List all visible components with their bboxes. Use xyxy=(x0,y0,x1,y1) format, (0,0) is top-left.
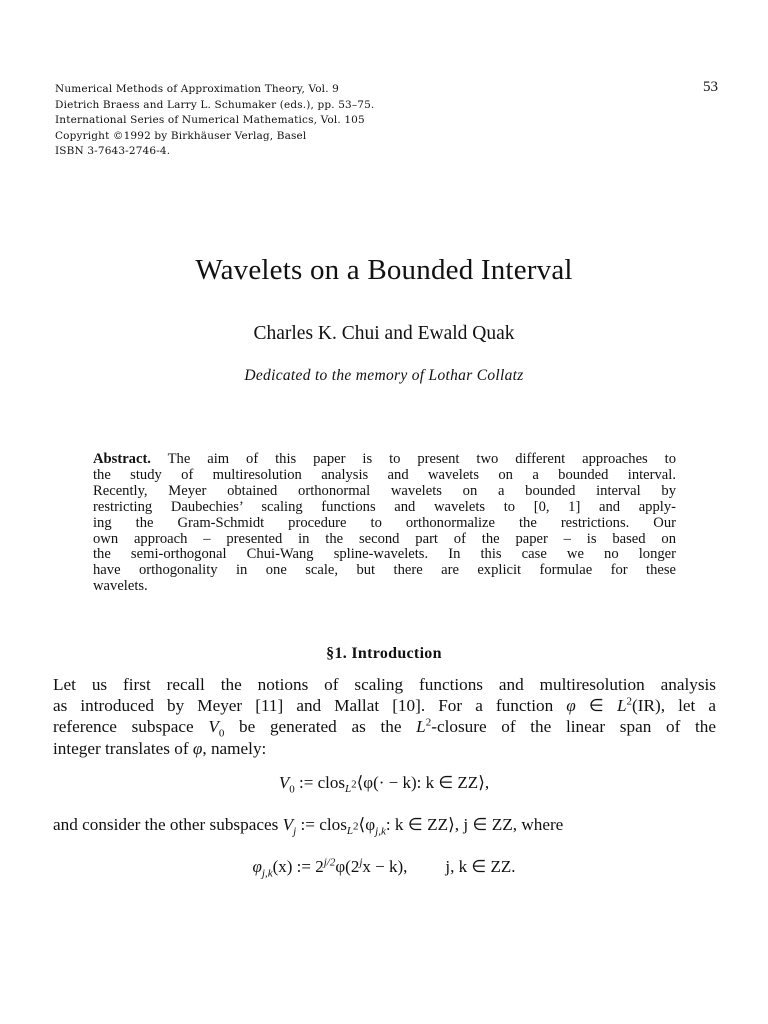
body-line xyxy=(53,815,716,838)
body-text-fragment: integer translates of xyxy=(53,738,193,758)
body-paragraph xyxy=(53,674,716,759)
math-text: φ(2 xyxy=(335,857,360,876)
math-superscript: 2 xyxy=(353,820,359,833)
math-symbol: φ xyxy=(252,857,262,876)
math-superscript: 2 xyxy=(626,695,633,708)
math-subscript xyxy=(346,820,359,838)
math-text: j, k ∈ ZZ. xyxy=(445,857,516,876)
math-text: : k ∈ ZZ⟩, j ∈ ZZ xyxy=(385,815,513,834)
math-symbol: V xyxy=(208,717,219,737)
math-superscript: 2 xyxy=(351,778,357,791)
math-symbol: L xyxy=(346,825,354,838)
body-text-fragment: be generated as the xyxy=(224,717,417,737)
display-equation xyxy=(0,773,768,796)
math-text: := clos xyxy=(296,815,347,834)
abstract-line xyxy=(93,452,676,468)
math-symbol: V xyxy=(282,815,294,834)
math-subscript xyxy=(345,778,357,796)
math-symbol: j,k xyxy=(375,825,386,838)
math-text: x − k), xyxy=(362,857,408,876)
display-equation xyxy=(0,856,768,880)
math-subscript: 0 xyxy=(218,727,225,740)
body-text-fragment: ), let a xyxy=(654,696,716,716)
abstract-text: The aim of this paper is to present two different approaches to xyxy=(167,451,676,467)
section-heading: §1. Introduction xyxy=(326,645,442,662)
abstract-line: own approach – presented in the second part of the paper – is based on xyxy=(93,530,676,547)
body-line xyxy=(53,716,716,740)
math-symbol: j xyxy=(359,856,363,869)
math-text: ⟨φ(· − k): k ∈ ZZ⟩, xyxy=(356,773,490,792)
paper-title: Wavelets on a Bounded Interval xyxy=(195,254,573,286)
series-line: Dietrich Braess and Larry L. Schumaker (eds.), pp. 53–75. xyxy=(55,98,375,111)
body-text-fragment: as introduced by Meyer [11] and Mallat [10]. For a function xyxy=(53,696,567,716)
math-subscript xyxy=(375,825,386,837)
math-symbol: φ xyxy=(566,696,576,716)
body-text-fragment: reference subspace xyxy=(53,717,209,737)
dedication: Dedicated to the memory of Lothar Collatz xyxy=(244,367,524,384)
abstract-line: the semi-orthogonal Chui-Wang spline-wavelets. In this case we no longer xyxy=(93,546,676,563)
abstract-line: the study of multiresolution analysis and wavelets on a bounded interval. xyxy=(93,466,676,483)
math-symbol: j xyxy=(293,825,297,838)
series-line: Copyright ©1992 by Birkhäuser Verlag, Basel xyxy=(55,129,307,142)
math-subscript: 0 xyxy=(289,783,295,796)
math-symbol: L xyxy=(416,717,426,737)
math-symbol: L xyxy=(345,783,352,796)
math-symbol: V xyxy=(278,773,290,792)
math-superscript xyxy=(324,856,336,868)
abstract-line: have orthogonality in one scale, but there are explicit formulae for these xyxy=(93,562,676,579)
math-text: ⟨φ xyxy=(358,815,376,834)
abstract-heading: Abstract. xyxy=(93,451,151,467)
body-text-fragment: -closure of the linear span of the xyxy=(431,717,716,737)
body-text-fragment: , where xyxy=(512,815,564,834)
series-line: Numerical Methods of Approximation Theory, Vol. 9 xyxy=(55,83,339,95)
math-text: := clos xyxy=(294,773,345,792)
series-line: International Series of Numerical Mathematics, Vol. 105 xyxy=(55,114,365,126)
abstract-line: wavelets. xyxy=(93,578,148,595)
body-line xyxy=(53,695,716,716)
abstract xyxy=(93,452,676,595)
authors: Charles K. Chui and Ewald Quak xyxy=(253,323,515,344)
math-superscript: 2 xyxy=(425,716,432,729)
body-text-fragment: and consider the other subspaces xyxy=(53,815,283,834)
math-subscript xyxy=(262,867,273,879)
series-info xyxy=(55,82,475,160)
body-text-fragment: , namely: xyxy=(202,738,267,758)
math-symbol: j/2 xyxy=(323,856,336,869)
abstract-line: ing the Gram-Schmidt procedure to orthonormalize the restrictions. Our xyxy=(93,514,676,531)
math-symbol: ∈ xyxy=(575,696,617,716)
body-line: Let us first recall the notions of scaling functions and multiresolution analysis xyxy=(53,675,716,694)
abstract-line: restricting Daubechies’ scaling functions and wavelets to [0, 1] and apply- xyxy=(93,498,676,515)
math-text: (x) := 2 xyxy=(272,857,324,876)
body-line xyxy=(53,738,716,759)
abstract-line: Recently, Meyer obtained orthonormal wavelets on a bounded interval by xyxy=(93,482,676,499)
math-symbol: L xyxy=(616,696,627,716)
math-symbol: j,k xyxy=(261,867,273,880)
math-symbol: (IR xyxy=(632,696,655,716)
series-line: ISBN 3-7643-2746-4. xyxy=(55,145,171,157)
math-symbol: φ xyxy=(192,738,203,758)
page-number: 53 xyxy=(703,79,718,95)
